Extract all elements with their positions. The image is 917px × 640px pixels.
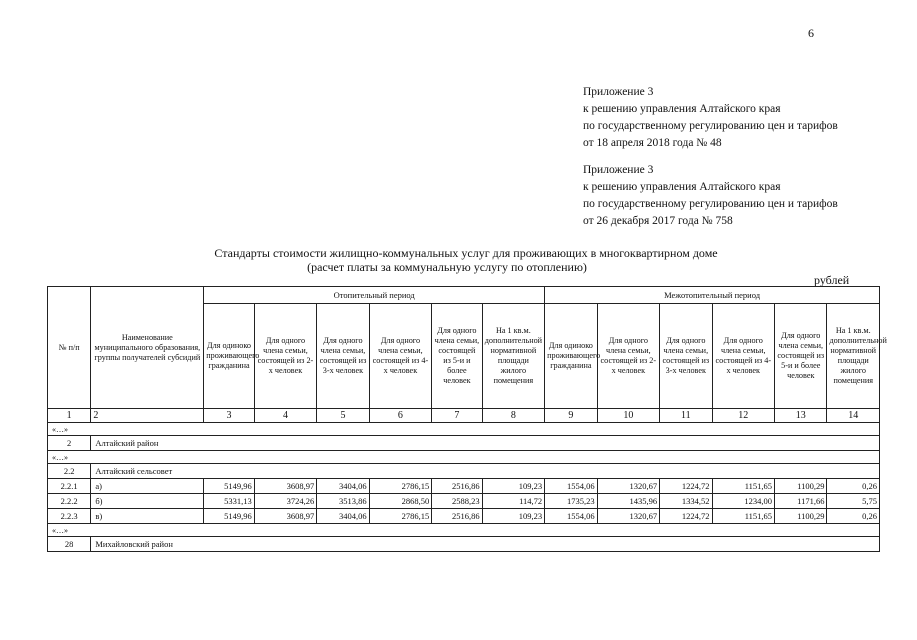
value-cell: 1100,29 bbox=[775, 509, 827, 524]
header-heating-col: Для одного члена семьи, состоящей из 5-и и более человек bbox=[432, 304, 482, 409]
row-name: а) bbox=[91, 479, 204, 494]
header-heating-col: На 1 кв.м. дополнительной нормативной площади жилого помещения bbox=[482, 304, 545, 409]
row-number: 2.2.2 bbox=[48, 494, 91, 509]
appendix-block-current bbox=[583, 84, 838, 152]
row-name: Алтайский район bbox=[91, 436, 880, 451]
header-heating-col: Для одиноко проживающего гражданина bbox=[204, 304, 254, 409]
value-cell: 1320,67 bbox=[597, 479, 660, 494]
value-cell: 1151,65 bbox=[712, 509, 775, 524]
appendix-line: к решению управления Алтайского края bbox=[583, 181, 781, 193]
appendix-line: от 26 декабря 2017 года № 758 bbox=[583, 215, 733, 227]
value-cell: 1735,23 bbox=[545, 494, 597, 509]
row-number: 2.2.1 bbox=[48, 479, 91, 494]
value-cell: 5,75 bbox=[827, 494, 880, 509]
value-cell: 0,26 bbox=[827, 509, 880, 524]
row-number: 2.2.3 bbox=[48, 509, 91, 524]
value-cell: 1224,72 bbox=[660, 479, 712, 494]
ellipsis-marker: «…» bbox=[48, 451, 880, 464]
ellipsis-marker: «…» bbox=[48, 423, 880, 436]
page-number: 6 bbox=[808, 26, 814, 40]
value-cell: 1234,00 bbox=[712, 494, 775, 509]
value-cell: 5149,96 bbox=[204, 479, 254, 494]
header-non-heating-col: Для одного члена семьи, состоящей из 4-х человек bbox=[712, 304, 775, 409]
header-heating-col: Для одного члена семьи, состоящей из 4-х человек bbox=[369, 304, 432, 409]
column-number-row bbox=[48, 409, 880, 423]
document-title: Стандарты стоимости жилищно-коммунальных услуг для проживающих в многоквартирном доме bbox=[214, 246, 718, 260]
column-number: 14 bbox=[827, 409, 880, 423]
column-number: 12 bbox=[712, 409, 775, 423]
appendix-line: от 18 апреля 2018 года № 48 bbox=[583, 137, 722, 149]
table-row bbox=[48, 436, 880, 451]
row-number: 2.2 bbox=[48, 464, 91, 479]
tariff-table bbox=[47, 286, 887, 552]
header-heating-period: Отопительный период bbox=[204, 287, 545, 304]
value-cell: 3404,06 bbox=[317, 479, 369, 494]
value-cell: 109,23 bbox=[482, 509, 545, 524]
column-number: 5 bbox=[317, 409, 369, 423]
column-number: 7 bbox=[432, 409, 482, 423]
appendix-line: по государственному регулированию цен и тарифов bbox=[583, 198, 838, 210]
header-non-heating-col: Для одного члена семьи, состоящей из 3-х человек bbox=[660, 304, 712, 409]
value-cell: 5149,96 bbox=[204, 509, 254, 524]
value-cell: 1435,96 bbox=[597, 494, 660, 509]
value-cell: 2588,23 bbox=[432, 494, 482, 509]
document-subtitle: (расчет платы за коммунальную услугу по отоплению) bbox=[307, 260, 587, 274]
ellipsis-row bbox=[48, 451, 880, 464]
row-name: в) bbox=[91, 509, 204, 524]
appendix-line: Приложение 3 bbox=[583, 164, 654, 176]
value-cell: 2516,86 bbox=[432, 509, 482, 524]
row-name: Алтайский сельсовет bbox=[91, 464, 880, 479]
appendix-line: Приложение 3 bbox=[583, 86, 654, 98]
value-cell: 5331,13 bbox=[204, 494, 254, 509]
header-non-heating-period: Межотопительный период bbox=[545, 287, 880, 304]
value-cell: 1554,06 bbox=[545, 479, 597, 494]
value-cell: 0,26 bbox=[827, 479, 880, 494]
header-name: Наименование муниципального образования, группы получателей субсидий bbox=[91, 287, 204, 409]
value-cell: 3608,97 bbox=[254, 509, 317, 524]
table-row bbox=[48, 537, 880, 552]
value-cell: 1554,06 bbox=[545, 509, 597, 524]
table-row bbox=[48, 494, 880, 509]
appendix-line: к решению управления Алтайского края bbox=[583, 103, 781, 115]
value-cell: 1100,29 bbox=[775, 479, 827, 494]
value-cell: 2786,15 bbox=[369, 479, 432, 494]
header-heating-col: Для одного члена семьи, состоящей из 3-х человек bbox=[317, 304, 369, 409]
table-row bbox=[48, 479, 880, 494]
column-number: 10 bbox=[597, 409, 660, 423]
value-cell: 1320,67 bbox=[597, 509, 660, 524]
ellipsis-row bbox=[48, 524, 880, 537]
value-cell: 2868,50 bbox=[369, 494, 432, 509]
row-name: б) bbox=[91, 494, 204, 509]
header-heating-col: Для одного члена семьи, состоящей из 2-х человек bbox=[254, 304, 317, 409]
value-cell: 3724,26 bbox=[254, 494, 317, 509]
value-cell: 3513,86 bbox=[317, 494, 369, 509]
value-cell: 2516,86 bbox=[432, 479, 482, 494]
header-non-heating-col: Для одиноко проживающего гражданина bbox=[545, 304, 597, 409]
column-number: 11 bbox=[660, 409, 712, 423]
column-number: 13 bbox=[775, 409, 827, 423]
column-number: 6 bbox=[369, 409, 432, 423]
appendix-block-original bbox=[583, 162, 838, 230]
row-name: Михайловский район bbox=[91, 537, 880, 552]
value-cell: 3608,97 bbox=[254, 479, 317, 494]
row-number: 28 bbox=[48, 537, 91, 552]
column-number: 9 bbox=[545, 409, 597, 423]
header-non-heating-col: Для одного члена семьи, состоящей из 5-и и более человек bbox=[775, 304, 827, 409]
header-non-heating-col: На 1 кв.м. дополнительной нормативной площади жилого помещения bbox=[827, 304, 880, 409]
column-number: 3 bbox=[204, 409, 254, 423]
value-cell: 3404,06 bbox=[317, 509, 369, 524]
ellipsis-row bbox=[48, 423, 880, 436]
value-cell: 1151,65 bbox=[712, 479, 775, 494]
row-number: 2 bbox=[48, 436, 91, 451]
column-number: 2 bbox=[91, 409, 204, 423]
header-non-heating-col: Для одного члена семьи, состоящей из 2-х человек bbox=[597, 304, 660, 409]
ellipsis-marker: «…» bbox=[48, 524, 880, 537]
value-cell: 1334,52 bbox=[660, 494, 712, 509]
currency-label: рублей bbox=[814, 273, 850, 287]
column-number: 1 bbox=[48, 409, 91, 423]
table-row bbox=[48, 509, 880, 524]
column-number: 4 bbox=[254, 409, 317, 423]
appendix-line: по государственному регулированию цен и тарифов bbox=[583, 120, 838, 132]
header-number: № п/п bbox=[48, 287, 91, 409]
value-cell: 109,23 bbox=[482, 479, 545, 494]
table-row bbox=[48, 464, 880, 479]
value-cell: 1224,72 bbox=[660, 509, 712, 524]
value-cell: 114,72 bbox=[482, 494, 545, 509]
value-cell: 2786,15 bbox=[369, 509, 432, 524]
column-number: 8 bbox=[482, 409, 545, 423]
value-cell: 1171,66 bbox=[775, 494, 827, 509]
